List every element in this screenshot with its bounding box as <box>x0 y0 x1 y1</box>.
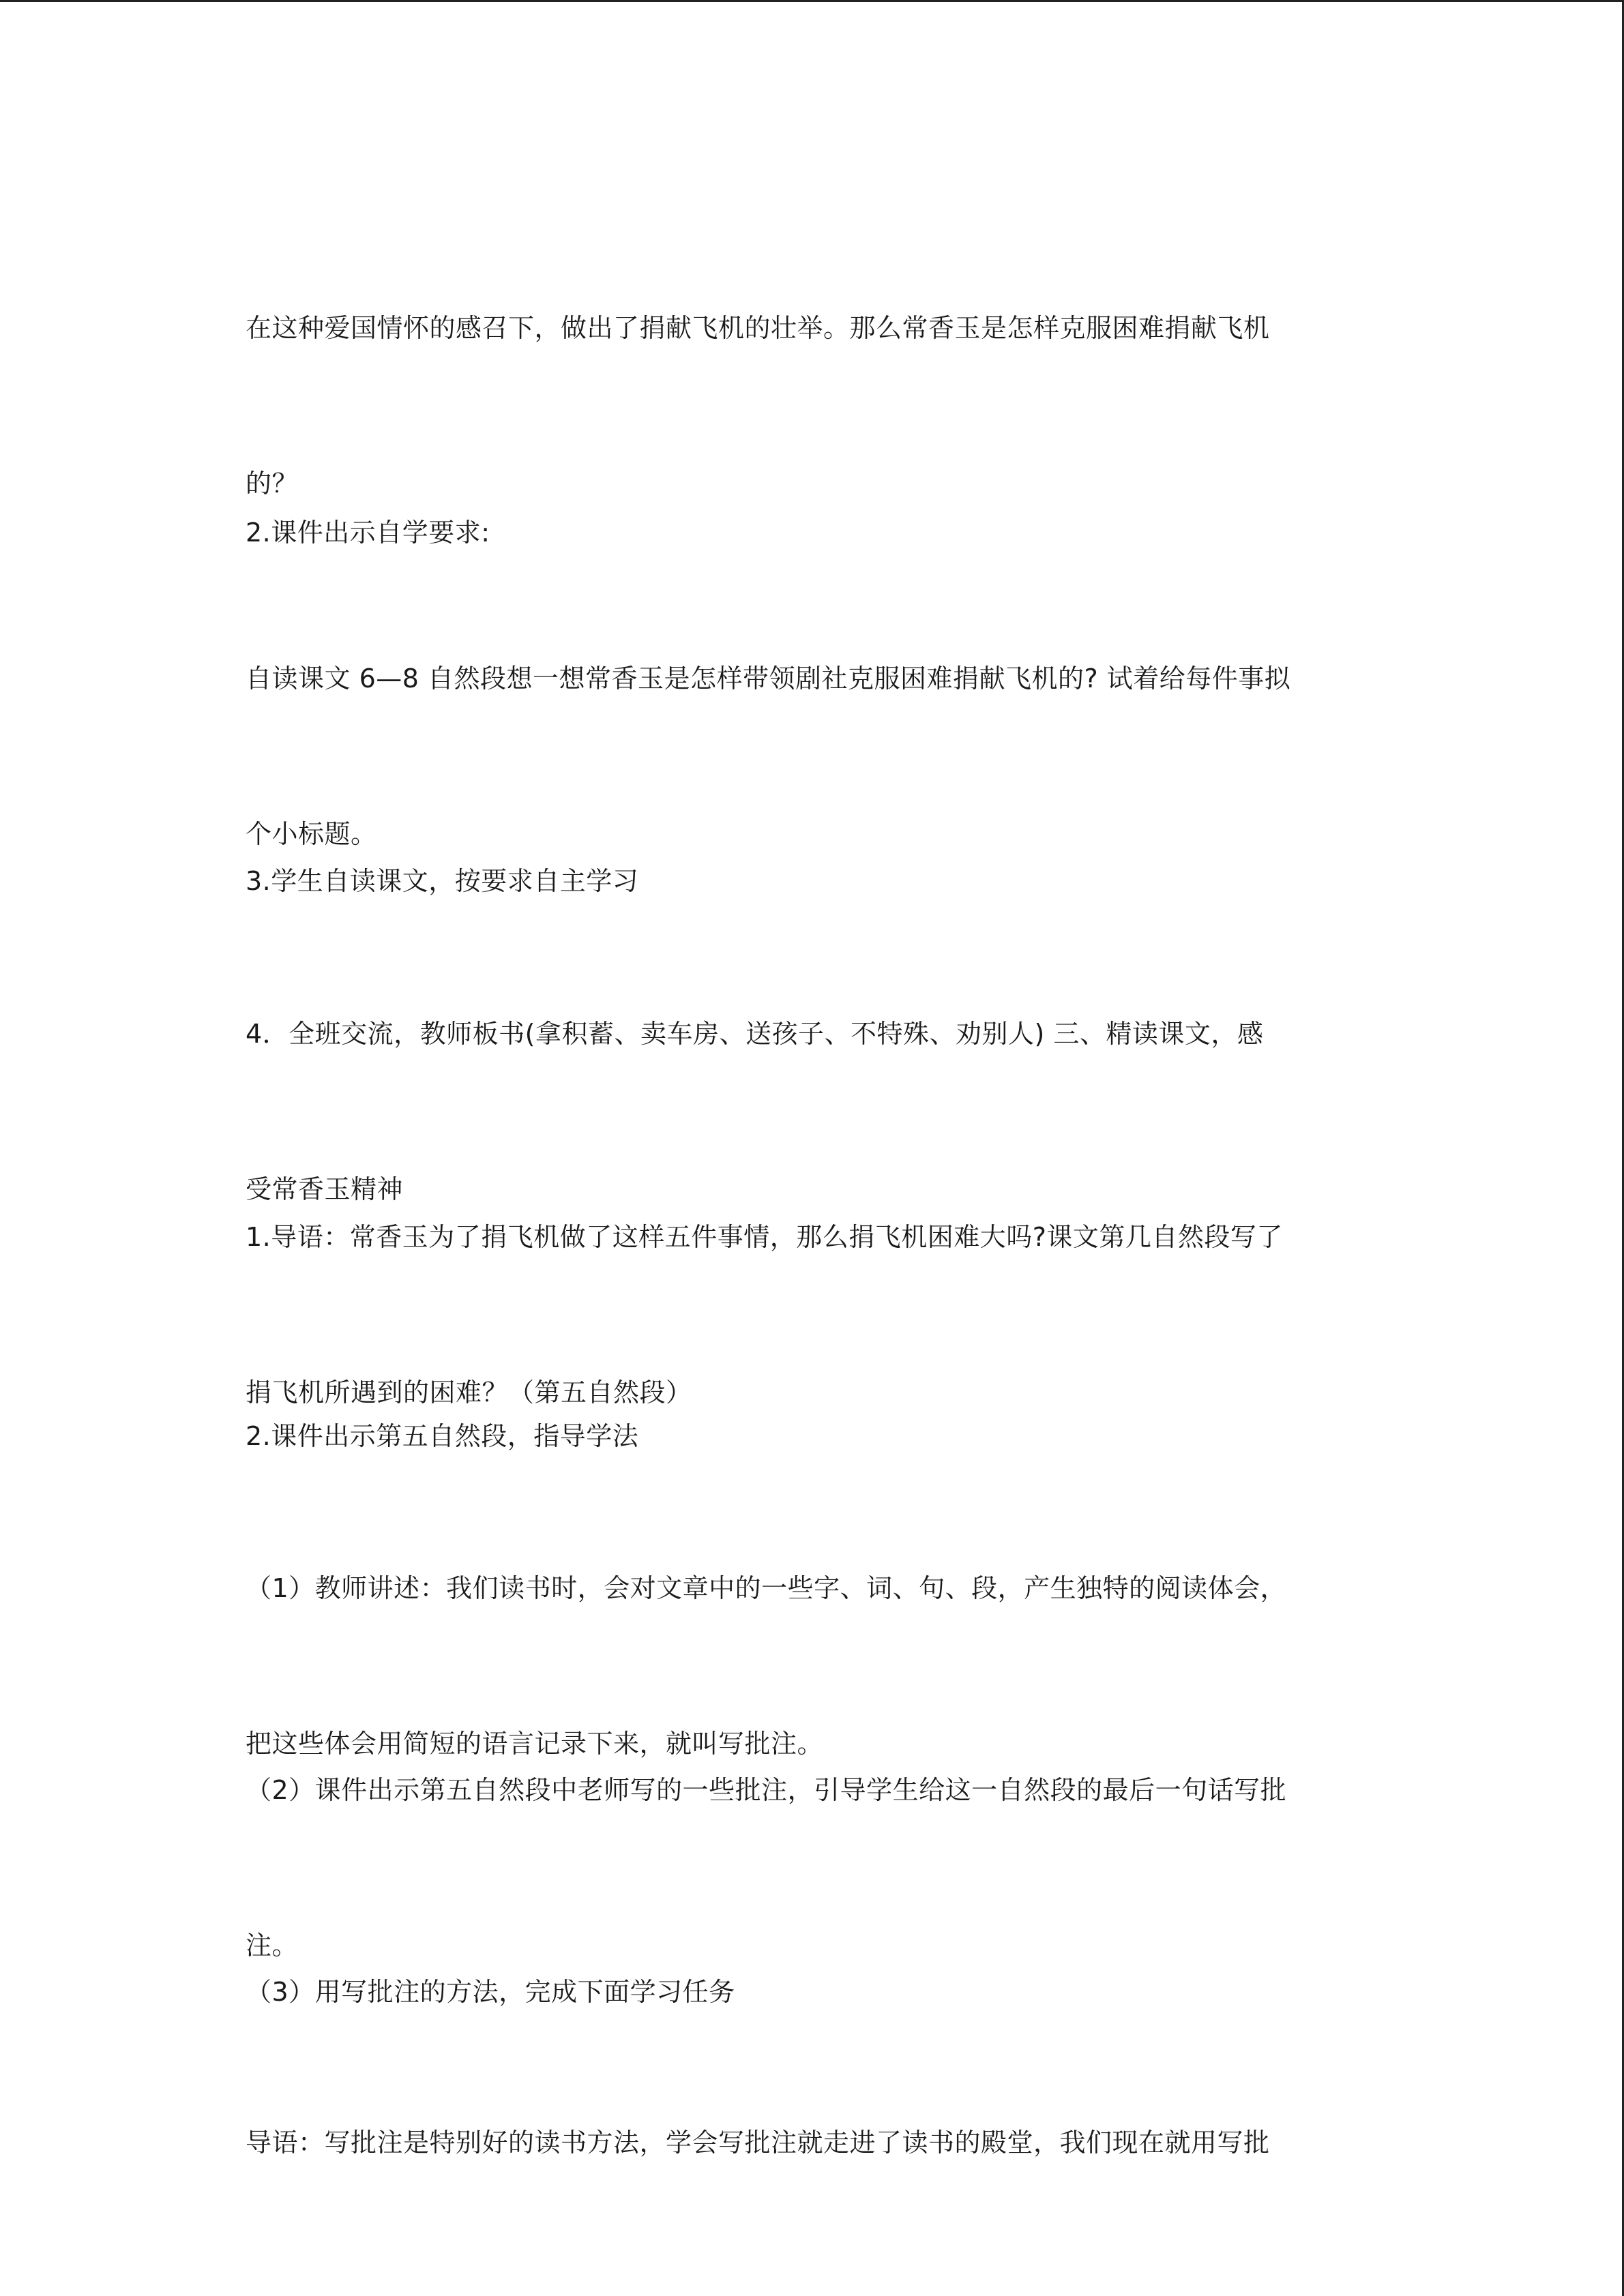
paragraph-6-line-1: 1.导语：常香玉为了捐飞机做了这样五件事情，那么捐飞机困难大吗?课文第几自然段写了 <box>246 1222 1283 1252</box>
paragraph-8-line-1: （1）教师讲述：我们读书时，会对文章中的一些字、词、句、段，产生独特的阅读体会， <box>246 1573 1287 1603</box>
paragraph-3-line-1: 自读课文 6—8 自然段想一想常香玉是怎样带领剧社克服困难捐献飞机的? 试着给每件事拟 <box>246 664 1291 694</box>
paragraph-1-line-1: 在这种爱国情怀的感召下，做出了捐献飞机的壮举。那么常香玉是怎样克服困难捐献飞机 <box>246 313 1270 343</box>
paragraph-5-line-1: 4．全班交流，教师板书(拿积蓄、卖车房、送孩子、不特殊、劝别人) 三、精读课文，感 <box>246 1019 1264 1049</box>
paragraph-11-line-1: 导语：写批注是特别好的读书方法，学会写批注就走进了读书的殿堂，我们现在就用写批 <box>246 2128 1270 2158</box>
paragraph-7-line-1: 2.课件出示第五自然段，指导学法 <box>246 1421 639 1451</box>
paragraph-5-line-2: 受常香玉精神 <box>246 1174 404 1204</box>
paragraph-11 <box>246 2013 1381 2272</box>
paragraph-2-line-1: 2.课件出示自学要求: <box>246 518 490 548</box>
paragraph-8-line-2: 把这些体会用简短的语言记录下来，就叫写批注。 <box>246 1729 824 1759</box>
paragraph-10-line-1: （3）用写批注的方法，完成下面学习任务 <box>246 1977 735 2007</box>
paragraph-6-line-2: 捐飞机所遇到的困难？（第五自然段） <box>246 1377 692 1407</box>
paragraph-9-line-1: （2）课件出示第五自然段中老师写的一些批注，引导学生给这一自然段的最后一句话写批 <box>246 1775 1287 1805</box>
paragraph-3-line-2: 个小标题。 <box>246 819 377 849</box>
paragraph-4-line-1: 3.学生自读课文，按要求自主学习 <box>246 866 639 896</box>
paragraph-9-line-2: 注。 <box>246 1930 299 1960</box>
paragraph-1-line-2: 的？ <box>246 468 299 498</box>
